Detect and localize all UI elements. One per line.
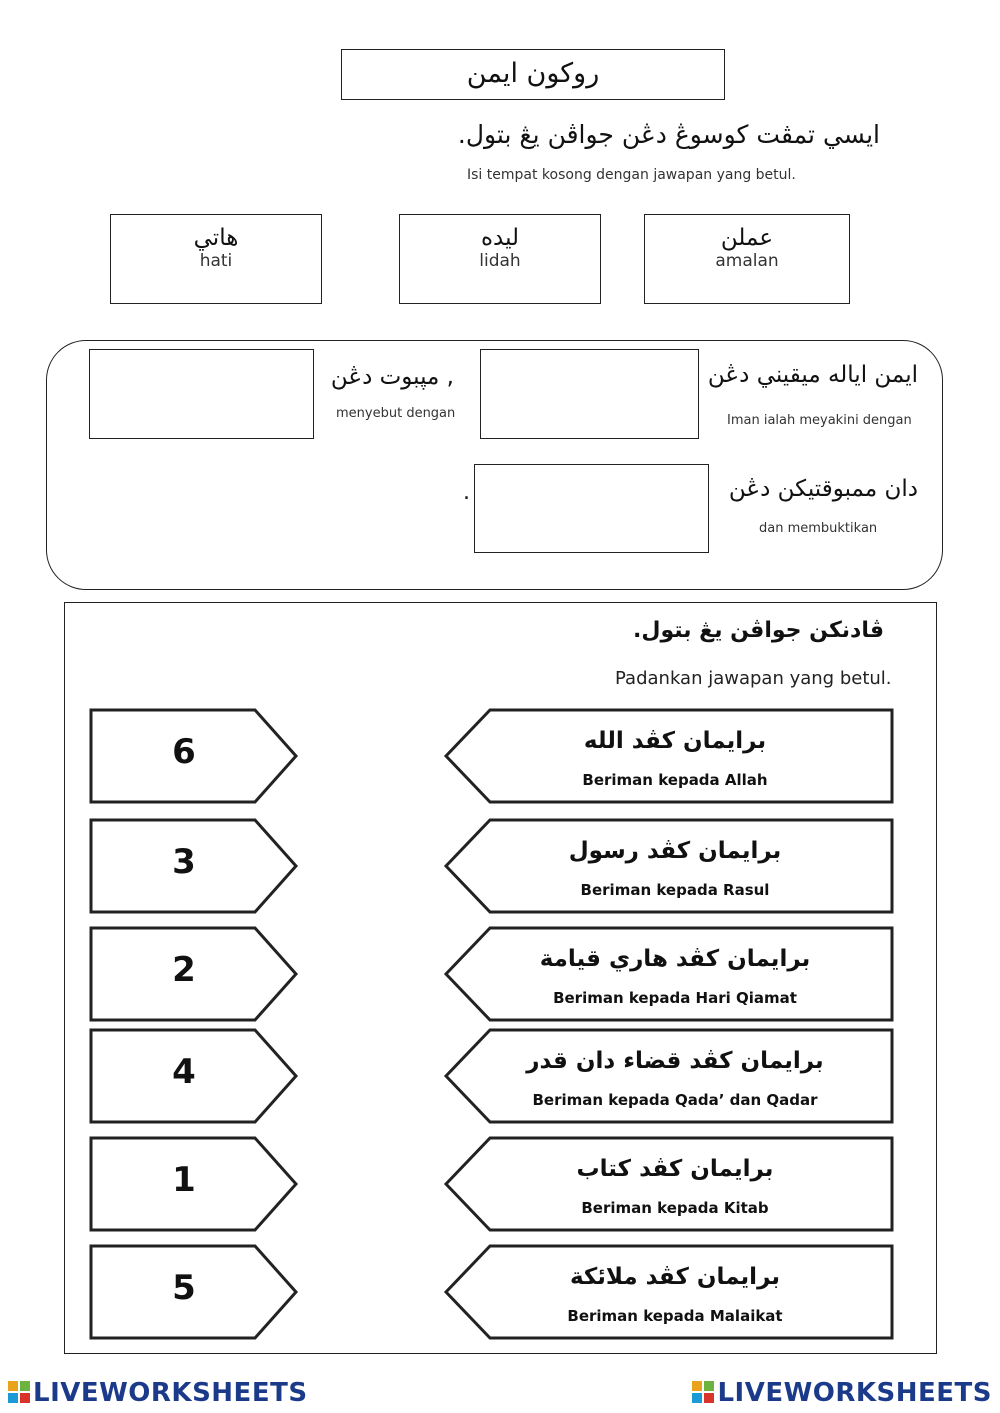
match-number: 3 bbox=[172, 842, 196, 882]
option-arabic: برايمان کڤد کتاب bbox=[576, 1156, 774, 1182]
word-arabic: عملن bbox=[720, 225, 774, 251]
option-latin: Beriman kepada Malaikat bbox=[567, 1307, 783, 1325]
liveworksheets-logo-icon bbox=[692, 1381, 714, 1403]
brand-name: LIVEWORKSHEETS bbox=[33, 1378, 308, 1408]
word-arabic: ليده bbox=[480, 225, 520, 251]
brand-logo-right bbox=[692, 1378, 992, 1408]
match-number: 5 bbox=[172, 1268, 196, 1308]
word-arabic: هاتي bbox=[193, 225, 239, 251]
match-number: 1 bbox=[172, 1160, 196, 1200]
option-arabic: برايمان کڤد قضاء دان قدر bbox=[526, 1048, 824, 1074]
option-arabic: برايمان کڤد هاري قيامة bbox=[539, 946, 811, 972]
sentence-end-mark: . bbox=[463, 480, 470, 505]
word-latin: amalan bbox=[715, 251, 779, 271]
match-number: 4 bbox=[172, 1052, 196, 1092]
match-number: 6 bbox=[172, 732, 196, 772]
sentence-part3-arabic: دان ممبوقتيکن دڠن bbox=[728, 476, 918, 502]
option-arabic: برايمان کڤد ملائکة bbox=[569, 1264, 781, 1290]
option-latin: Beriman kepada Rasul bbox=[580, 881, 770, 899]
instruction-latin: Isi tempat kosong dengan jawapan yang betul. bbox=[467, 167, 796, 183]
liveworksheets-logo-icon bbox=[8, 1381, 30, 1403]
matching-heading-arabic: ڤادنکن جواڤن يڠ بتول. bbox=[633, 618, 884, 643]
sentence-part1-latin: Iman ialah meyakini dengan bbox=[727, 413, 912, 428]
page-title: روکون ايمن bbox=[341, 49, 725, 100]
matching-heading-latin: Padankan jawapan yang betul. bbox=[615, 668, 892, 689]
brand-name: LIVEWORKSHEETS bbox=[717, 1378, 992, 1408]
sentence-part3-latin: dan membuktikan bbox=[759, 521, 878, 536]
sentence-part1-arabic: ايمن اياله ميقيني دڠن bbox=[707, 362, 918, 388]
word-latin: hati bbox=[199, 251, 233, 271]
sentence-part2-arabic: , مڽبوت دڠن bbox=[330, 364, 454, 390]
instruction-arabic: ايسي تمڤت کوسوڠ دڠن جواڤن يڠ بتول. bbox=[457, 120, 880, 149]
option-latin: Beriman kepada Kitab bbox=[581, 1199, 769, 1217]
sentence-part2-latin: menyebut dengan bbox=[336, 406, 456, 421]
option-latin: Beriman kepada Allah bbox=[582, 771, 768, 789]
match-number: 2 bbox=[172, 950, 196, 990]
option-latin: Beriman kepada Qada’ dan Qadar bbox=[532, 1091, 818, 1109]
word-latin: lidah bbox=[479, 251, 521, 271]
brand-logo-left bbox=[8, 1378, 308, 1408]
option-arabic: برايمان کڤد الله bbox=[583, 728, 767, 754]
option-latin: Beriman kepada Hari Qiamat bbox=[553, 989, 797, 1007]
option-arabic: برايمان کڤد رسول bbox=[568, 838, 782, 864]
